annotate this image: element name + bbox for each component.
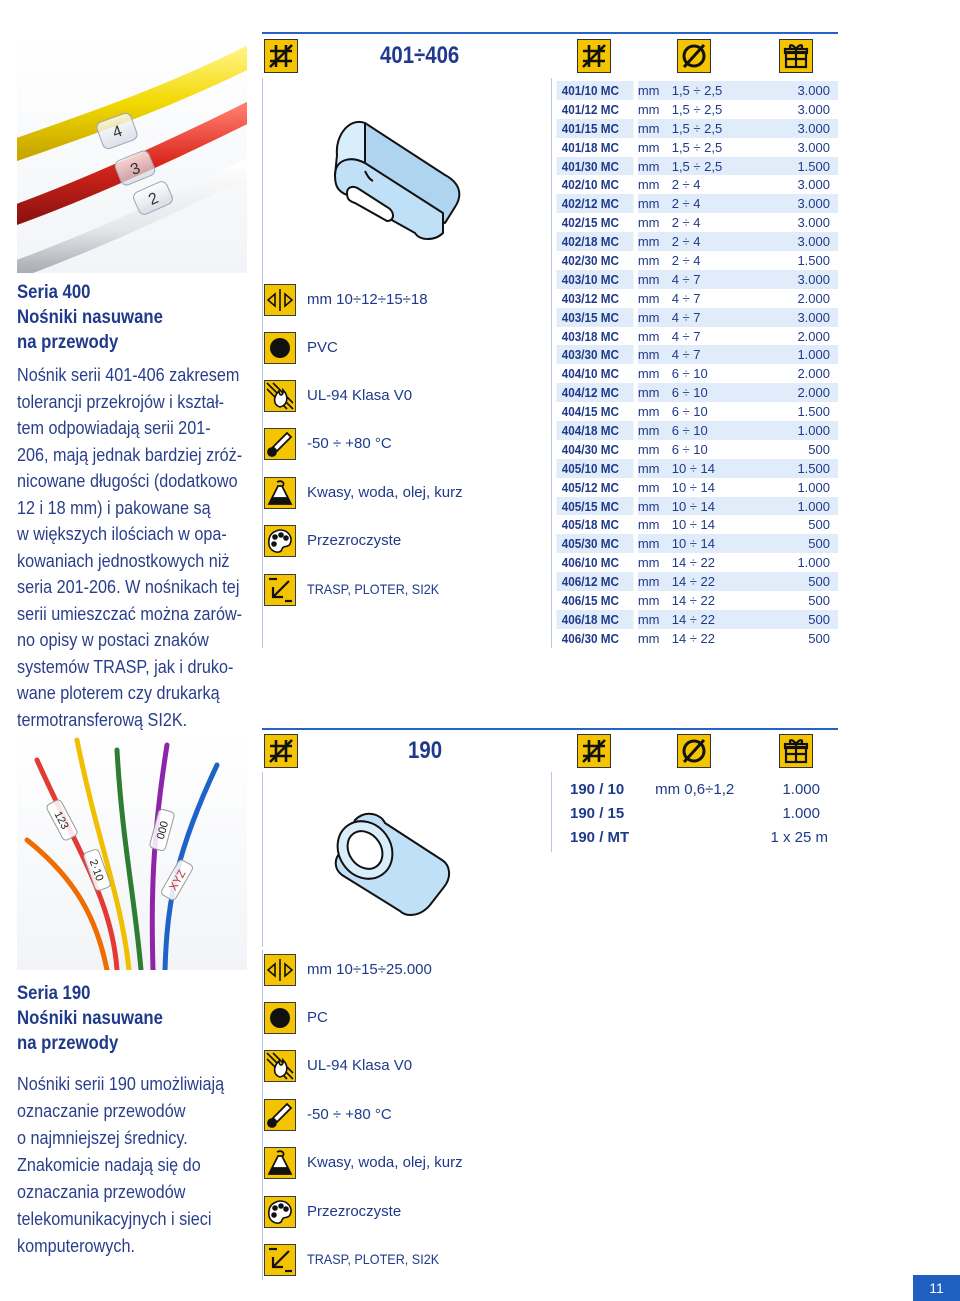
table-row xyxy=(552,515,838,534)
table-row xyxy=(552,572,838,591)
package-qty: 500 xyxy=(770,572,838,591)
series-400-description xyxy=(17,362,260,733)
table-row xyxy=(552,289,838,308)
spec-material: PC xyxy=(307,1009,328,1026)
package-qty: 1.500 xyxy=(797,404,830,420)
spec-print: TRASP, PLOTER, SI2K xyxy=(307,1251,440,1267)
series-190-subtitle: Nośniki nasuwane xyxy=(17,1008,163,1029)
wire-range: 2 ÷ 4 xyxy=(672,232,770,251)
series-190-description xyxy=(17,1071,260,1260)
product-code: 402/30 MC xyxy=(561,252,619,268)
product-code: 401/15 MC xyxy=(556,119,633,138)
material-dot-icon xyxy=(264,1002,296,1034)
spec-resistance: Kwasy, woda, olej, kurz xyxy=(307,1154,463,1171)
unit: mm xyxy=(638,194,672,213)
product-code: 401/18 MC xyxy=(561,139,619,155)
material-dot-icon xyxy=(264,332,296,364)
series-190-subtitle-2: na przewody xyxy=(17,1033,119,1054)
series-400-table xyxy=(552,81,838,648)
package-qty: 1.000 xyxy=(770,497,838,516)
table-row xyxy=(552,825,838,849)
unit: mm xyxy=(637,215,660,231)
wire-range: 2 ÷ 4 xyxy=(671,252,701,268)
product-code: 401/10 MC xyxy=(556,81,633,100)
package-qty: 3.000 xyxy=(770,308,838,327)
table-row xyxy=(552,440,838,459)
palette-icon xyxy=(264,525,296,557)
wire-range xyxy=(655,801,756,825)
table-row xyxy=(552,100,838,119)
desc-line: serii umieszczać można zarów- xyxy=(17,603,243,624)
product-code: 405/15 MC xyxy=(556,497,633,516)
desc-line: termotransferową SI2K. xyxy=(17,709,188,730)
desc-line: kowaniach jednostkowych niż xyxy=(17,550,230,571)
table-row xyxy=(552,81,838,100)
series-400-range: 401÷406 xyxy=(380,42,460,69)
desc-line: o najmniejszej średnicy. xyxy=(17,1128,188,1148)
table-row xyxy=(552,459,838,478)
product-code: 402/18 MC xyxy=(556,232,633,251)
table-row xyxy=(552,801,838,825)
unit: mm xyxy=(637,328,660,344)
unit: mm xyxy=(637,630,660,646)
column-divider xyxy=(262,78,263,648)
package-qty: 500 xyxy=(808,441,830,457)
package-qty: 500 xyxy=(808,630,830,646)
wire-markers-illustration xyxy=(17,33,247,273)
desc-line: Nośniki serii 190 umożliwiają xyxy=(17,1074,225,1094)
product-code: 402/15 MC xyxy=(561,215,619,231)
product-code: 405/30 MC xyxy=(556,534,633,553)
package-qty: 1.000 xyxy=(797,555,830,571)
table-row xyxy=(552,421,838,440)
package-qty: 500 xyxy=(808,517,830,533)
desc-line: tem odpowiadają serii 201- xyxy=(17,418,211,438)
unit: mm xyxy=(637,441,660,457)
unit: mm xyxy=(638,421,672,440)
package-qty: 2.000 xyxy=(797,366,830,382)
flask-resistance-icon xyxy=(264,1147,296,1179)
unit: mm xyxy=(637,366,660,382)
table-row xyxy=(552,364,838,383)
unit: mm xyxy=(638,534,672,553)
package-qty: 3.000 xyxy=(797,101,830,117)
package-qty: 3.000 xyxy=(770,232,838,251)
desc-line: telekomunikacyjnych i sieci xyxy=(17,1209,212,1229)
unit: mm xyxy=(638,459,672,478)
thermometer-icon xyxy=(264,428,296,460)
series-190-table xyxy=(552,777,838,849)
wire-range: 1,5 ÷ 2,5 xyxy=(672,81,770,100)
wire-range: 6 ÷ 10 xyxy=(672,421,770,440)
table-row xyxy=(552,345,838,364)
wire-range: 2 ÷ 4 xyxy=(671,177,701,193)
diameter-icon xyxy=(677,39,711,73)
product-code: 402/12 MC xyxy=(556,194,633,213)
wire-range: 4 ÷ 7 xyxy=(672,345,770,364)
wire-range: 14 ÷ 22 xyxy=(671,592,715,608)
table-row xyxy=(552,383,838,402)
wire-range: 6 ÷ 10 xyxy=(672,383,770,402)
package-qty: 1.000 xyxy=(770,345,838,364)
wire-range: 14 ÷ 22 xyxy=(672,610,770,629)
wire-range: 1,5 ÷ 2,5 xyxy=(671,139,723,155)
desc-line: wane ploterem czy drukarką xyxy=(17,683,220,703)
table-row xyxy=(552,591,838,610)
desc-line: Znakomicie nadają się do xyxy=(17,1155,201,1175)
product-code: 405/12 MC xyxy=(561,479,619,495)
package-qty: 1.000 xyxy=(782,780,820,798)
unit: mm xyxy=(637,592,660,608)
unit: mm xyxy=(637,479,660,495)
package-qty: 3.000 xyxy=(797,177,830,193)
unit: mm xyxy=(638,383,672,402)
table-row xyxy=(552,553,838,572)
marker-123-label: 123 xyxy=(51,809,71,832)
desc-line: komputerowych. xyxy=(17,1236,135,1256)
product-code: 403/30 MC xyxy=(556,345,633,364)
desc-line: 206, mają jednak bardziej zróż- xyxy=(17,444,243,465)
package-qty: 500 xyxy=(770,610,838,629)
product-code: 404/10 MC xyxy=(561,366,619,382)
table-row xyxy=(552,175,838,194)
product-code: 406/15 MC xyxy=(561,592,619,608)
spec-material: PVC xyxy=(307,339,338,356)
package-qty: 500 xyxy=(808,592,830,608)
length-arrows-icon xyxy=(264,284,296,316)
package-qty: 3.000 xyxy=(770,119,838,138)
product-code: 190 / 15 xyxy=(570,804,625,822)
table-row xyxy=(552,497,838,516)
package-qty: 3.000 xyxy=(797,139,830,155)
wire-range: 1,5 ÷ 2,5 xyxy=(671,101,723,117)
desc-line: nicowane długości (dodatkowo xyxy=(17,471,238,491)
unit: mm xyxy=(637,290,660,306)
product-code: 405/10 MC xyxy=(556,459,633,478)
package-qty: 1 x 25 m xyxy=(770,828,828,846)
unit: mm xyxy=(638,308,672,327)
unit: mm xyxy=(638,497,672,516)
package-qty: 1.500 xyxy=(770,157,838,176)
flame-rating-icon xyxy=(264,380,296,412)
product-code: 401/12 MC xyxy=(561,101,619,117)
spec-color: Przezroczyste xyxy=(307,1203,402,1220)
hash-grid-icon xyxy=(577,39,611,73)
product-code: 406/12 MC xyxy=(556,572,633,591)
product-code: 402/10 MC xyxy=(561,177,619,193)
thermometer-icon xyxy=(264,1099,296,1131)
table-row xyxy=(552,251,838,270)
unit: mm xyxy=(637,101,660,117)
product-code: 401/30 MC xyxy=(556,157,633,176)
desc-line: oznaczania przewodów xyxy=(17,1182,186,1202)
product-code: 403/10 MC xyxy=(556,270,633,289)
wire-range: 14 ÷ 22 xyxy=(672,572,770,591)
wire-range: 4 ÷ 7 xyxy=(671,290,701,306)
series-400-title: Seria 400 xyxy=(17,282,91,303)
unit: mm xyxy=(637,252,660,268)
series-190-title: Seria 190 xyxy=(17,983,91,1004)
package-qty: 3.000 xyxy=(770,270,838,289)
column-divider xyxy=(262,950,263,1280)
hash-grid-icon xyxy=(264,734,298,768)
marker-3-label: 3 xyxy=(128,159,143,179)
wire-range xyxy=(655,825,756,849)
wire-range: 6 ÷ 10 xyxy=(671,366,708,382)
package-qty: 2.000 xyxy=(770,383,838,402)
page-number: 11 xyxy=(913,1275,960,1301)
wire-range: 6 ÷ 10 xyxy=(671,441,708,457)
header-rule xyxy=(262,32,838,34)
table-row xyxy=(552,534,838,553)
spec-lengths: mm 10÷12÷15÷18 xyxy=(307,291,428,308)
product-code: 406/18 MC xyxy=(556,610,633,629)
table-row xyxy=(552,402,838,421)
unit: mm xyxy=(637,555,660,571)
unit: mm xyxy=(637,517,660,533)
package-qty: 3.000 xyxy=(770,194,838,213)
spec-temperature: -50 ÷ +80 °C xyxy=(307,1106,392,1123)
flame-rating-icon xyxy=(264,1050,296,1082)
package-qty: 1.000 xyxy=(782,804,820,822)
flask-resistance-icon xyxy=(264,477,296,509)
unit: mm xyxy=(637,139,660,155)
spec-resistance: Kwasy, woda, olej, kurz xyxy=(307,484,463,501)
product-photo-190 xyxy=(17,730,247,970)
package-qty: 1.500 xyxy=(797,252,830,268)
table-row xyxy=(552,194,838,213)
marker-2-label: 2 xyxy=(146,189,162,209)
marker-4-label: 4 xyxy=(110,122,125,142)
profile-drawing-400 xyxy=(325,115,475,245)
marker-000-label: 000 xyxy=(154,819,172,841)
unit: mm xyxy=(638,610,672,629)
wire-range: 10 ÷ 14 xyxy=(672,497,770,516)
unit: mm xyxy=(638,572,672,591)
length-arrows-icon xyxy=(264,954,296,986)
package-qty: 1.000 xyxy=(770,421,838,440)
product-code: 406/10 MC xyxy=(561,555,619,571)
table-row xyxy=(552,270,838,289)
table-row xyxy=(552,119,838,138)
product-photo-400 xyxy=(17,33,247,273)
table-row xyxy=(552,478,838,497)
unit: mm xyxy=(638,345,672,364)
unit: mm xyxy=(637,404,660,420)
product-code: 190 / MT xyxy=(570,828,630,846)
wire-range: 1,5 ÷ 2,5 xyxy=(672,119,770,138)
table-row xyxy=(552,777,838,801)
marker-xyz-label: XYZ xyxy=(167,868,189,893)
table-row xyxy=(552,629,838,648)
profile-drawing-190 xyxy=(320,805,460,920)
package-qty: 3.000 xyxy=(797,215,830,231)
palette-icon xyxy=(264,1196,296,1228)
product-code: 404/30 MC xyxy=(561,441,619,457)
header-rule xyxy=(262,728,838,730)
table-row xyxy=(552,157,838,176)
package-qty: 2.000 xyxy=(797,290,830,306)
wire-range: 14 ÷ 22 xyxy=(671,630,715,646)
unit: mm xyxy=(638,157,672,176)
wire-range: 10 ÷ 14 xyxy=(671,517,715,533)
telecom-wires-illustration xyxy=(17,730,247,970)
product-code: 403/12 MC xyxy=(561,290,619,306)
table-row xyxy=(552,308,838,327)
spec-flame: UL-94 Klasa V0 xyxy=(307,1057,413,1074)
spec-flame: UL-94 Klasa V0 xyxy=(307,387,413,404)
product-code: 190 / 10 xyxy=(570,780,625,798)
package-icon xyxy=(779,734,813,768)
marker-210-label: 2·10 xyxy=(86,857,106,883)
spec-color: Przezroczyste xyxy=(307,532,402,549)
table-row xyxy=(552,138,838,157)
desc-line: seria 201-206. W nośnikach tej xyxy=(17,577,240,597)
unit: mm xyxy=(638,119,672,138)
table-row xyxy=(552,610,838,629)
table-row xyxy=(552,232,838,251)
product-code: 403/15 MC xyxy=(556,308,633,327)
desc-line: no opisy w postaci znaków xyxy=(17,630,209,650)
product-code: 404/15 MC xyxy=(561,404,619,420)
unit: mm xyxy=(638,232,672,251)
wire-range: mm 0,6÷1,2 xyxy=(655,780,735,798)
series-400-subtitle: Nośniki nasuwane xyxy=(17,307,163,328)
unit: mm xyxy=(637,177,660,193)
package-qty: 3.000 xyxy=(770,81,838,100)
wire-range: 2 ÷ 4 xyxy=(671,215,701,231)
wire-range: 10 ÷ 14 xyxy=(671,479,715,495)
diameter-icon xyxy=(677,734,711,768)
desc-line: tolerancji przekrojów i kształ- xyxy=(17,391,225,412)
spec-print: TRASP, PLOTER, SI2K xyxy=(307,581,440,597)
wire-range: 2 ÷ 4 xyxy=(672,194,770,213)
product-code: 404/18 MC xyxy=(556,421,633,440)
wire-range: 6 ÷ 10 xyxy=(671,404,708,420)
package-qty: 500 xyxy=(770,534,838,553)
wire-range: 1,5 ÷ 2,5 xyxy=(672,157,770,176)
unit: mm xyxy=(638,270,672,289)
package-qty: 1.500 xyxy=(770,459,838,478)
desc-line: Nośnik serii 401-406 zakresem xyxy=(17,365,240,385)
product-code: 405/18 MC xyxy=(561,517,619,533)
desc-line: 12 i 18 mm) i pakowane są xyxy=(17,497,211,518)
desc-line: w większych ilościach w opa- xyxy=(17,524,227,544)
unit: mm xyxy=(638,81,672,100)
table-row xyxy=(552,327,838,346)
print-method-icon xyxy=(264,574,296,606)
wire-range: 10 ÷ 14 xyxy=(672,459,770,478)
package-qty: 1.000 xyxy=(797,479,830,495)
product-code: 404/12 MC xyxy=(556,383,633,402)
product-code: 406/30 MC xyxy=(561,630,619,646)
print-method-icon xyxy=(264,1244,296,1276)
desc-line: systemów TRASP, jak i druko- xyxy=(17,656,234,677)
hash-grid-icon xyxy=(264,39,298,73)
wire-range: 4 ÷ 7 xyxy=(672,270,770,289)
package-icon xyxy=(779,39,813,73)
series-190-range: 190 xyxy=(408,737,443,764)
hash-grid-icon xyxy=(577,734,611,768)
spec-temperature: -50 ÷ +80 °C xyxy=(307,435,392,452)
table-row xyxy=(552,213,838,232)
wire-range: 4 ÷ 7 xyxy=(671,328,701,344)
spec-lengths: mm 10÷15÷25.000 xyxy=(307,961,432,978)
product-code: 403/18 MC xyxy=(561,328,619,344)
column-divider xyxy=(262,772,263,947)
wire-range: 10 ÷ 14 xyxy=(672,534,770,553)
package-qty: 2.000 xyxy=(797,328,830,344)
wire-range: 4 ÷ 7 xyxy=(672,308,770,327)
wire-range: 14 ÷ 22 xyxy=(671,555,715,571)
desc-line: oznaczanie przewodów xyxy=(17,1101,186,1121)
series-400-subtitle-2: na przewody xyxy=(17,332,119,353)
